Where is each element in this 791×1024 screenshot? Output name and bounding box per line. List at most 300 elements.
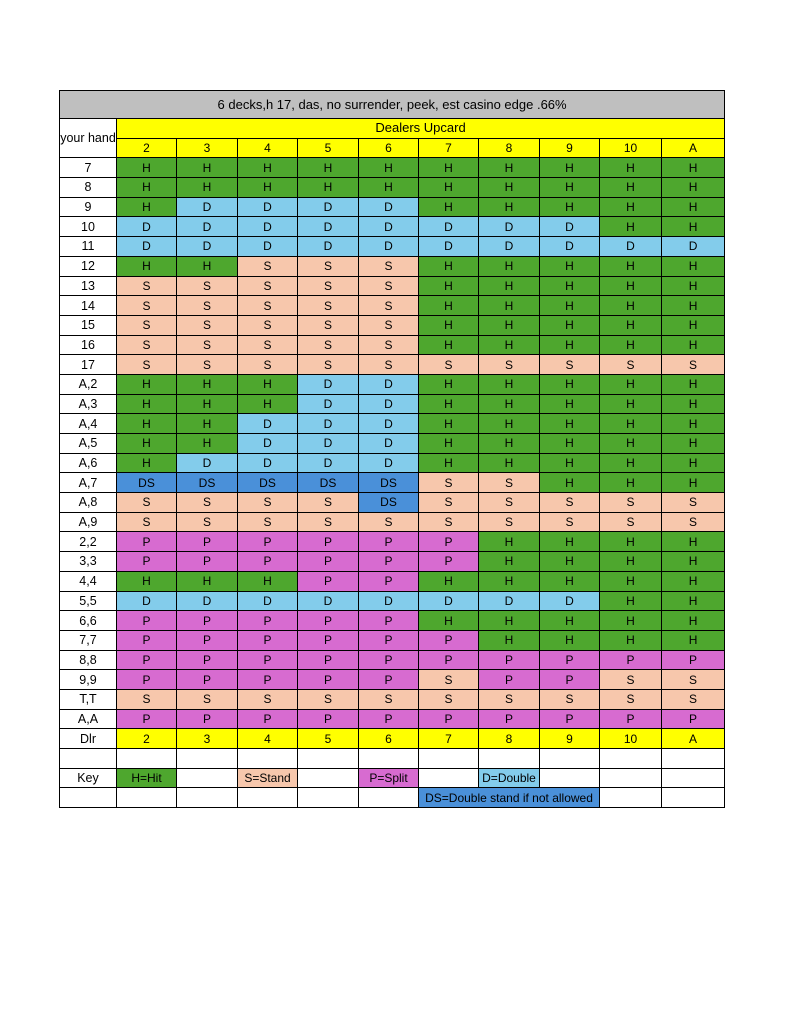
action-cell: S (298, 315, 359, 335)
action-cell: H (600, 414, 662, 434)
action-cell: S (298, 296, 359, 316)
action-cell: H (419, 197, 479, 217)
action-cell: H (117, 394, 177, 414)
dealers-upcard-label: Dealers Upcard (117, 119, 725, 139)
action-cell: P (238, 709, 298, 729)
action-cell: S (419, 473, 479, 493)
action-cell: P (177, 650, 238, 670)
action-cell: H (600, 374, 662, 394)
action-cell: H (600, 611, 662, 631)
action-cell: S (359, 689, 419, 709)
action-cell: H (662, 394, 725, 414)
hand-label: 9 (60, 197, 117, 217)
action-cell: D (298, 374, 359, 394)
action-cell: DS (238, 473, 298, 493)
action-cell: H (238, 158, 298, 178)
action-cell: P (540, 650, 600, 670)
table-row (60, 276, 725, 296)
action-cell: H (662, 256, 725, 276)
action-cell: D (298, 453, 359, 473)
hand-label: 5,5 (60, 591, 117, 611)
action-cell: D (238, 434, 298, 454)
action-cell: S (540, 355, 600, 375)
action-cell: H (600, 197, 662, 217)
table-row (60, 670, 725, 690)
action-cell: S (359, 512, 419, 532)
action-cell: P (540, 709, 600, 729)
hand-label: 8 (60, 178, 117, 198)
empty-cell (662, 749, 725, 769)
action-cell: S (177, 355, 238, 375)
action-cell: H (662, 414, 725, 434)
action-cell: P (359, 709, 419, 729)
action-cell: S (540, 512, 600, 532)
action-cell: S (540, 689, 600, 709)
action-cell: H (419, 453, 479, 473)
action-cell: H (479, 532, 540, 552)
hand-label: 3,3 (60, 552, 117, 572)
table-row (60, 394, 725, 414)
action-cell: H (479, 256, 540, 276)
action-cell: S (419, 493, 479, 513)
action-cell: S (479, 473, 540, 493)
table-row (60, 355, 725, 375)
action-cell: P (359, 552, 419, 572)
table-row (60, 630, 725, 650)
empty-cell (600, 788, 662, 808)
hand-label: 17 (60, 355, 117, 375)
action-cell: H (662, 552, 725, 572)
key-split: P=Split (359, 768, 419, 788)
action-cell: H (117, 178, 177, 198)
action-cell: P (117, 552, 177, 572)
action-cell: S (359, 256, 419, 276)
action-cell: D (117, 237, 177, 257)
action-cell: H (600, 473, 662, 493)
table-row (60, 611, 725, 631)
action-cell: H (662, 178, 725, 198)
hand-label: A,A (60, 709, 117, 729)
upcard-footer-0: 2 (117, 729, 177, 749)
action-cell: P (298, 571, 359, 591)
hand-label: 13 (60, 276, 117, 296)
action-cell: H (117, 453, 177, 473)
action-cell: H (600, 394, 662, 414)
empty-cell (298, 749, 359, 769)
action-cell: S (359, 296, 419, 316)
action-cell: P (117, 532, 177, 552)
action-cell: S (419, 689, 479, 709)
action-cell: H (540, 611, 600, 631)
hand-label: 15 (60, 315, 117, 335)
action-cell: H (540, 296, 600, 316)
hand-label: 10 (60, 217, 117, 237)
action-cell: D (238, 453, 298, 473)
key-stand: S=Stand (238, 768, 298, 788)
upcard-footer-3: 5 (298, 729, 359, 749)
action-cell: P (117, 709, 177, 729)
action-cell: D (177, 237, 238, 257)
action-cell: H (479, 374, 540, 394)
action-cell: D (540, 591, 600, 611)
upcard-footer-1: 3 (177, 729, 238, 749)
action-cell: H (540, 197, 600, 217)
key-double-stand: DS=Double stand if not allowed (419, 788, 600, 808)
action-cell: H (419, 256, 479, 276)
action-cell: P (359, 532, 419, 552)
empty-cell (600, 749, 662, 769)
action-cell: H (177, 178, 238, 198)
hand-label: A,9 (60, 512, 117, 532)
action-cell: H (298, 158, 359, 178)
action-cell: H (540, 453, 600, 473)
action-cell: H (117, 434, 177, 454)
action-cell: S (479, 512, 540, 532)
action-cell: DS (177, 473, 238, 493)
your-hand-label: your hand (60, 119, 117, 158)
action-cell: S (238, 296, 298, 316)
action-cell: P (238, 532, 298, 552)
hand-label: A,8 (60, 493, 117, 513)
empty-cell (177, 788, 238, 808)
action-cell: H (419, 315, 479, 335)
action-cell: H (177, 158, 238, 178)
hand-label: A,4 (60, 414, 117, 434)
action-cell: H (540, 571, 600, 591)
action-cell: D (662, 237, 725, 257)
action-cell: H (419, 434, 479, 454)
action-cell: P (419, 630, 479, 650)
action-cell: S (238, 493, 298, 513)
upcard-footer-7: 9 (540, 729, 600, 749)
action-cell: D (298, 591, 359, 611)
action-cell: H (600, 276, 662, 296)
empty-cell (419, 768, 479, 788)
action-cell: P (662, 650, 725, 670)
action-cell: H (540, 434, 600, 454)
action-cell: P (359, 571, 419, 591)
action-cell: H (117, 256, 177, 276)
action-cell: D (298, 434, 359, 454)
action-cell: D (177, 453, 238, 473)
action-cell: H (662, 276, 725, 296)
empty-cell (60, 749, 117, 769)
action-cell: D (238, 237, 298, 257)
action-cell: H (540, 394, 600, 414)
upcard-footer-2: 4 (238, 729, 298, 749)
action-cell: H (600, 178, 662, 198)
action-cell: P (117, 611, 177, 631)
hand-label: 4,4 (60, 571, 117, 591)
action-cell: P (298, 532, 359, 552)
hand-label: A,3 (60, 394, 117, 414)
action-cell: S (117, 493, 177, 513)
hand-label: A,5 (60, 434, 117, 454)
action-cell: P (117, 670, 177, 690)
action-cell: P (177, 670, 238, 690)
action-cell: H (662, 434, 725, 454)
action-cell: H (117, 414, 177, 434)
action-cell: H (540, 630, 600, 650)
action-cell: H (662, 315, 725, 335)
table-row (60, 552, 725, 572)
action-cell: H (662, 532, 725, 552)
action-cell: P (238, 670, 298, 690)
action-cell: H (600, 434, 662, 454)
action-cell: D (238, 217, 298, 237)
action-cell: D (238, 591, 298, 611)
table-row (60, 571, 725, 591)
table-row (60, 532, 725, 552)
hand-label: 16 (60, 335, 117, 355)
upcard-header-7: 9 (540, 138, 600, 158)
key-row (60, 768, 725, 788)
action-cell: DS (359, 493, 419, 513)
action-cell: P (177, 552, 238, 572)
action-cell: H (600, 256, 662, 276)
action-cell: H (540, 178, 600, 198)
strategy-sheet (59, 90, 724, 808)
hand-label: 9,9 (60, 670, 117, 690)
action-cell: H (662, 335, 725, 355)
action-cell: S (419, 512, 479, 532)
empty-cell (419, 749, 479, 769)
header-row (60, 119, 725, 139)
action-cell: P (238, 611, 298, 631)
table-row (60, 374, 725, 394)
hand-label: A,6 (60, 453, 117, 473)
upcard-header-8: 10 (600, 138, 662, 158)
action-cell: H (479, 552, 540, 572)
action-cell: H (540, 414, 600, 434)
action-cell: S (177, 335, 238, 355)
action-cell: H (540, 532, 600, 552)
spacer-row (60, 749, 725, 769)
chart-title: 6 decks,h 17, das, no surrender, peek, est casino edge .66% (60, 91, 725, 119)
action-cell: H (117, 571, 177, 591)
empty-cell (540, 749, 600, 769)
table-row (60, 296, 725, 316)
action-cell: S (359, 335, 419, 355)
action-cell: H (600, 217, 662, 237)
action-cell: S (419, 670, 479, 690)
upcard-header-9: A (662, 138, 725, 158)
action-cell: H (662, 571, 725, 591)
action-cell: H (662, 158, 725, 178)
table-row (60, 197, 725, 217)
action-cell: S (600, 512, 662, 532)
upcard-header-0: 2 (117, 138, 177, 158)
title-row (60, 91, 725, 119)
action-cell: D (117, 591, 177, 611)
empty-cell (540, 768, 600, 788)
action-cell: D (359, 434, 419, 454)
table-row (60, 689, 725, 709)
action-cell: D (479, 237, 540, 257)
strategy-table (59, 90, 725, 808)
action-cell: P (298, 630, 359, 650)
action-cell: D (359, 237, 419, 257)
action-cell: H (600, 335, 662, 355)
table-row (60, 158, 725, 178)
hand-label: A,2 (60, 374, 117, 394)
action-cell: S (238, 335, 298, 355)
action-cell: H (600, 315, 662, 335)
action-cell: H (177, 434, 238, 454)
action-cell: H (600, 571, 662, 591)
action-cell: S (298, 493, 359, 513)
action-cell: S (540, 493, 600, 513)
action-cell: H (540, 473, 600, 493)
action-cell: S (177, 689, 238, 709)
action-cell: P (359, 611, 419, 631)
action-cell: P (359, 630, 419, 650)
action-cell: S (177, 512, 238, 532)
table-row (60, 178, 725, 198)
action-cell: H (600, 552, 662, 572)
action-cell: H (419, 335, 479, 355)
action-cell: H (359, 178, 419, 198)
action-cell: H (117, 158, 177, 178)
action-cell: D (298, 237, 359, 257)
action-cell: S (117, 296, 177, 316)
action-cell: D (479, 591, 540, 611)
table-row (60, 237, 725, 257)
action-cell: P (298, 611, 359, 631)
action-cell: S (117, 512, 177, 532)
empty-cell (238, 749, 298, 769)
action-cell: S (298, 276, 359, 296)
hand-label: 7 (60, 158, 117, 178)
action-cell: P (177, 611, 238, 631)
upcard-row (60, 138, 725, 158)
action-cell: S (479, 355, 540, 375)
action-cell: H (177, 374, 238, 394)
action-cell: S (177, 276, 238, 296)
action-cell: P (419, 552, 479, 572)
action-cell: S (298, 335, 359, 355)
action-cell: H (662, 197, 725, 217)
action-cell: H (662, 453, 725, 473)
upcard-footer-9: A (662, 729, 725, 749)
action-cell: P (662, 709, 725, 729)
empty-cell (662, 788, 725, 808)
action-cell: P (238, 630, 298, 650)
action-cell: H (540, 256, 600, 276)
action-cell: H (479, 434, 540, 454)
key-label: Key (60, 768, 117, 788)
table-row (60, 256, 725, 276)
action-cell: H (419, 571, 479, 591)
action-cell: H (419, 374, 479, 394)
action-cell: H (540, 315, 600, 335)
action-cell: H (540, 374, 600, 394)
action-cell: S (662, 512, 725, 532)
action-cell: H (662, 611, 725, 631)
action-cell: H (479, 611, 540, 631)
action-cell: H (662, 630, 725, 650)
action-cell: P (540, 670, 600, 690)
action-cell: H (479, 276, 540, 296)
action-cell: H (600, 296, 662, 316)
action-cell: H (540, 276, 600, 296)
upcard-header-3: 5 (298, 138, 359, 158)
action-cell: S (662, 670, 725, 690)
action-cell: DS (117, 473, 177, 493)
table-row (60, 512, 725, 532)
action-cell: H (419, 394, 479, 414)
action-cell: S (238, 355, 298, 375)
action-cell: S (298, 355, 359, 375)
table-row (60, 473, 725, 493)
hand-label: 11 (60, 237, 117, 257)
action-cell: H (479, 630, 540, 650)
action-cell: H (479, 571, 540, 591)
dealer-row-label: Dlr (60, 729, 117, 749)
action-cell: S (238, 276, 298, 296)
table-row (60, 414, 725, 434)
empty-cell (238, 788, 298, 808)
action-cell: S (238, 315, 298, 335)
action-cell: H (662, 217, 725, 237)
action-cell: D (177, 197, 238, 217)
hand-label: 14 (60, 296, 117, 316)
empty-cell (359, 749, 419, 769)
hand-label: 8,8 (60, 650, 117, 670)
action-cell: D (298, 197, 359, 217)
hand-label: 2,2 (60, 532, 117, 552)
table-row (60, 650, 725, 670)
table-row (60, 335, 725, 355)
action-cell: H (479, 178, 540, 198)
action-cell: S (117, 689, 177, 709)
action-cell: D (359, 217, 419, 237)
action-cell: P (359, 650, 419, 670)
action-cell: H (479, 335, 540, 355)
table-row (60, 453, 725, 473)
action-cell: H (359, 158, 419, 178)
action-cell: D (359, 453, 419, 473)
action-cell: S (238, 689, 298, 709)
action-cell: H (600, 591, 662, 611)
action-cell: H (600, 453, 662, 473)
empty-cell (298, 788, 359, 808)
table-row (60, 217, 725, 237)
empty-cell (177, 749, 238, 769)
action-cell: D (359, 414, 419, 434)
action-cell: P (298, 709, 359, 729)
hand-label: 6,6 (60, 611, 117, 631)
action-cell: S (359, 276, 419, 296)
action-cell: H (177, 394, 238, 414)
action-cell: D (298, 217, 359, 237)
empty-cell (298, 768, 359, 788)
action-cell: H (662, 296, 725, 316)
empty-cell (600, 768, 662, 788)
action-cell: D (177, 217, 238, 237)
action-cell: D (298, 414, 359, 434)
table-row (60, 434, 725, 454)
action-cell: S (177, 493, 238, 513)
action-cell: H (117, 374, 177, 394)
action-cell: H (238, 374, 298, 394)
action-cell: S (479, 689, 540, 709)
table-row (60, 591, 725, 611)
action-cell: P (238, 552, 298, 572)
action-cell: D (359, 591, 419, 611)
action-cell: P (298, 650, 359, 670)
action-cell: H (540, 335, 600, 355)
